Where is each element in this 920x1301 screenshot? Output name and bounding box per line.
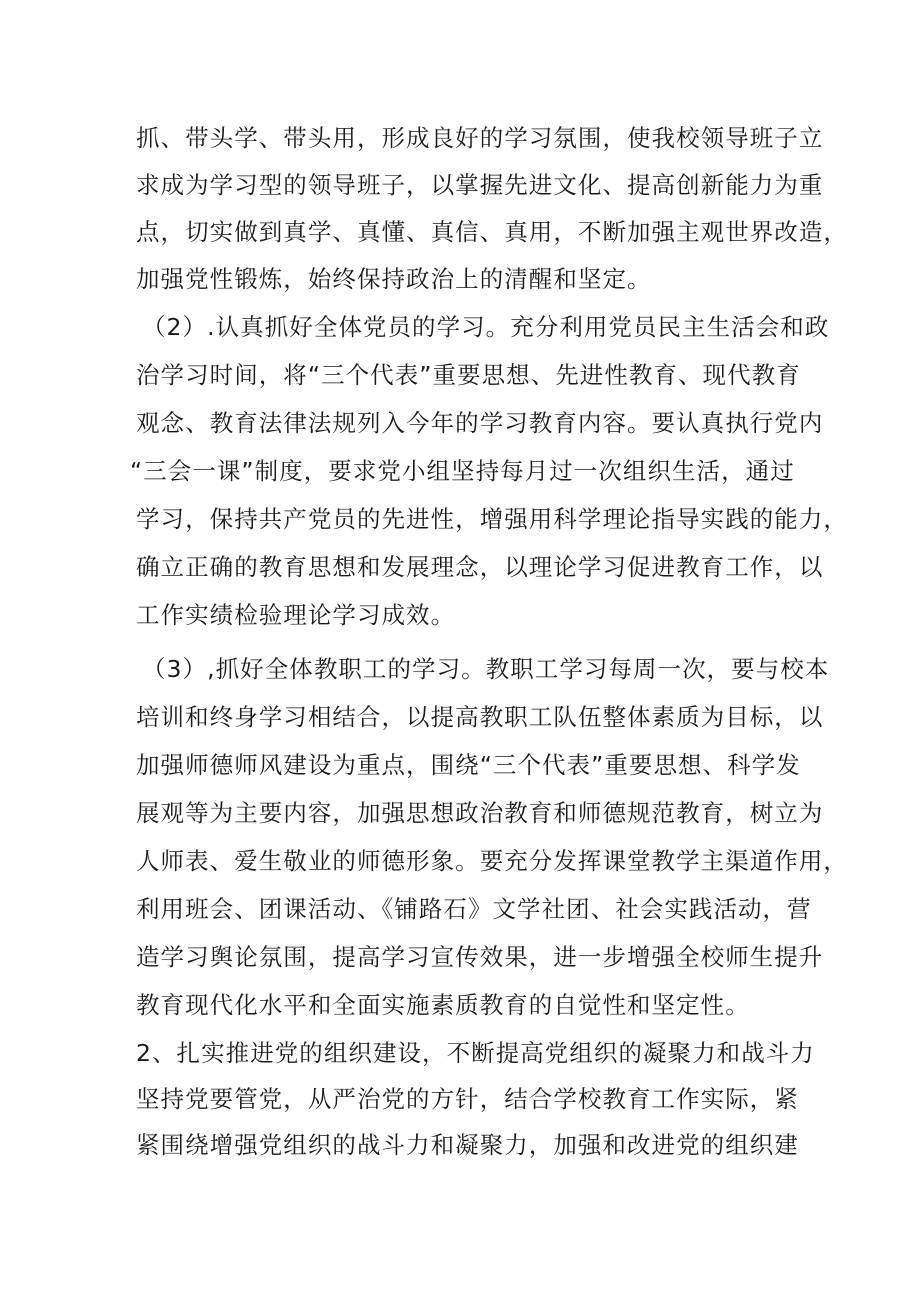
text-line: 抓、带头学、带头用，形成良好的学习氛围，使我校领导班子立	[136, 124, 824, 152]
text-line: 加强党性锻炼，始终保持政治上的清醒和坚定。	[136, 265, 652, 293]
text-line: 教育现代化水平和全面实施素质教育的自觉性和坚定性。	[136, 991, 750, 1019]
text-line: 学习，保持共产党员的先进性，增强用科学理论指导实践的能力，	[136, 505, 848, 533]
text-line: （2）.认真抓好全体党员的学习。充分利用党员民主生活会和政	[142, 313, 830, 341]
text-line: 展观等为主要内容，加强思想政治教育和师德规范教育，树立为	[136, 799, 824, 827]
text-line: 人师表、爱生敬业的师德形象。要充分发挥课堂教学主渠道作用，	[136, 847, 848, 875]
text-line: 紧围绕增强党组织的战斗力和凝聚力，加强和改进党的组织建	[136, 1131, 799, 1159]
text-line: 2、扎实推进党的组织建设，不断提高党组织的凝聚力和战斗力	[136, 1039, 815, 1067]
text-line: 培训和终身学习相结合，以提高教职工队伍整体素质为目标，以	[136, 703, 824, 731]
text-line: （3）,抓好全体教职工的学习。教职工学习每周一次，要与校本	[142, 655, 830, 683]
text-line: 坚持党要管党，从严治党的方针，结合学校教育工作实际，紧	[136, 1085, 799, 1113]
text-line: 造学习舆论氛围，提高学习宣传效果，进一步增强全校师生提升	[136, 943, 824, 971]
text-line: 治学习时间，将“三个代表”重要思想、先进性教育、现代教育	[136, 361, 801, 389]
text-line: 观念、教育法律法规列入今年的学习教育内容。要认真执行党内	[136, 409, 824, 437]
text-line: 确立正确的教育思想和发展理念，以理论学习促进教育工作，以	[136, 553, 824, 581]
text-line: 点，切实做到真学、真懂、真信、真用，不断加强主观世界改造，	[136, 218, 848, 246]
text-line: “三会一课”制度，要求党小组坚持每月过一次组织生活，通过	[130, 457, 795, 485]
text-line: 求成为学习型的领导班子，以掌握先进文化、提高创新能力为重	[136, 171, 824, 199]
text-line: 工作实绩检验理论学习成效。	[136, 601, 456, 629]
text-line: 利用班会、团课活动、《铺路石》文学社团、社会实践活动，营	[136, 895, 812, 923]
text-line: 加强师德师风建设为重点，围绕“三个代表”重要思想、科学发	[136, 751, 801, 779]
